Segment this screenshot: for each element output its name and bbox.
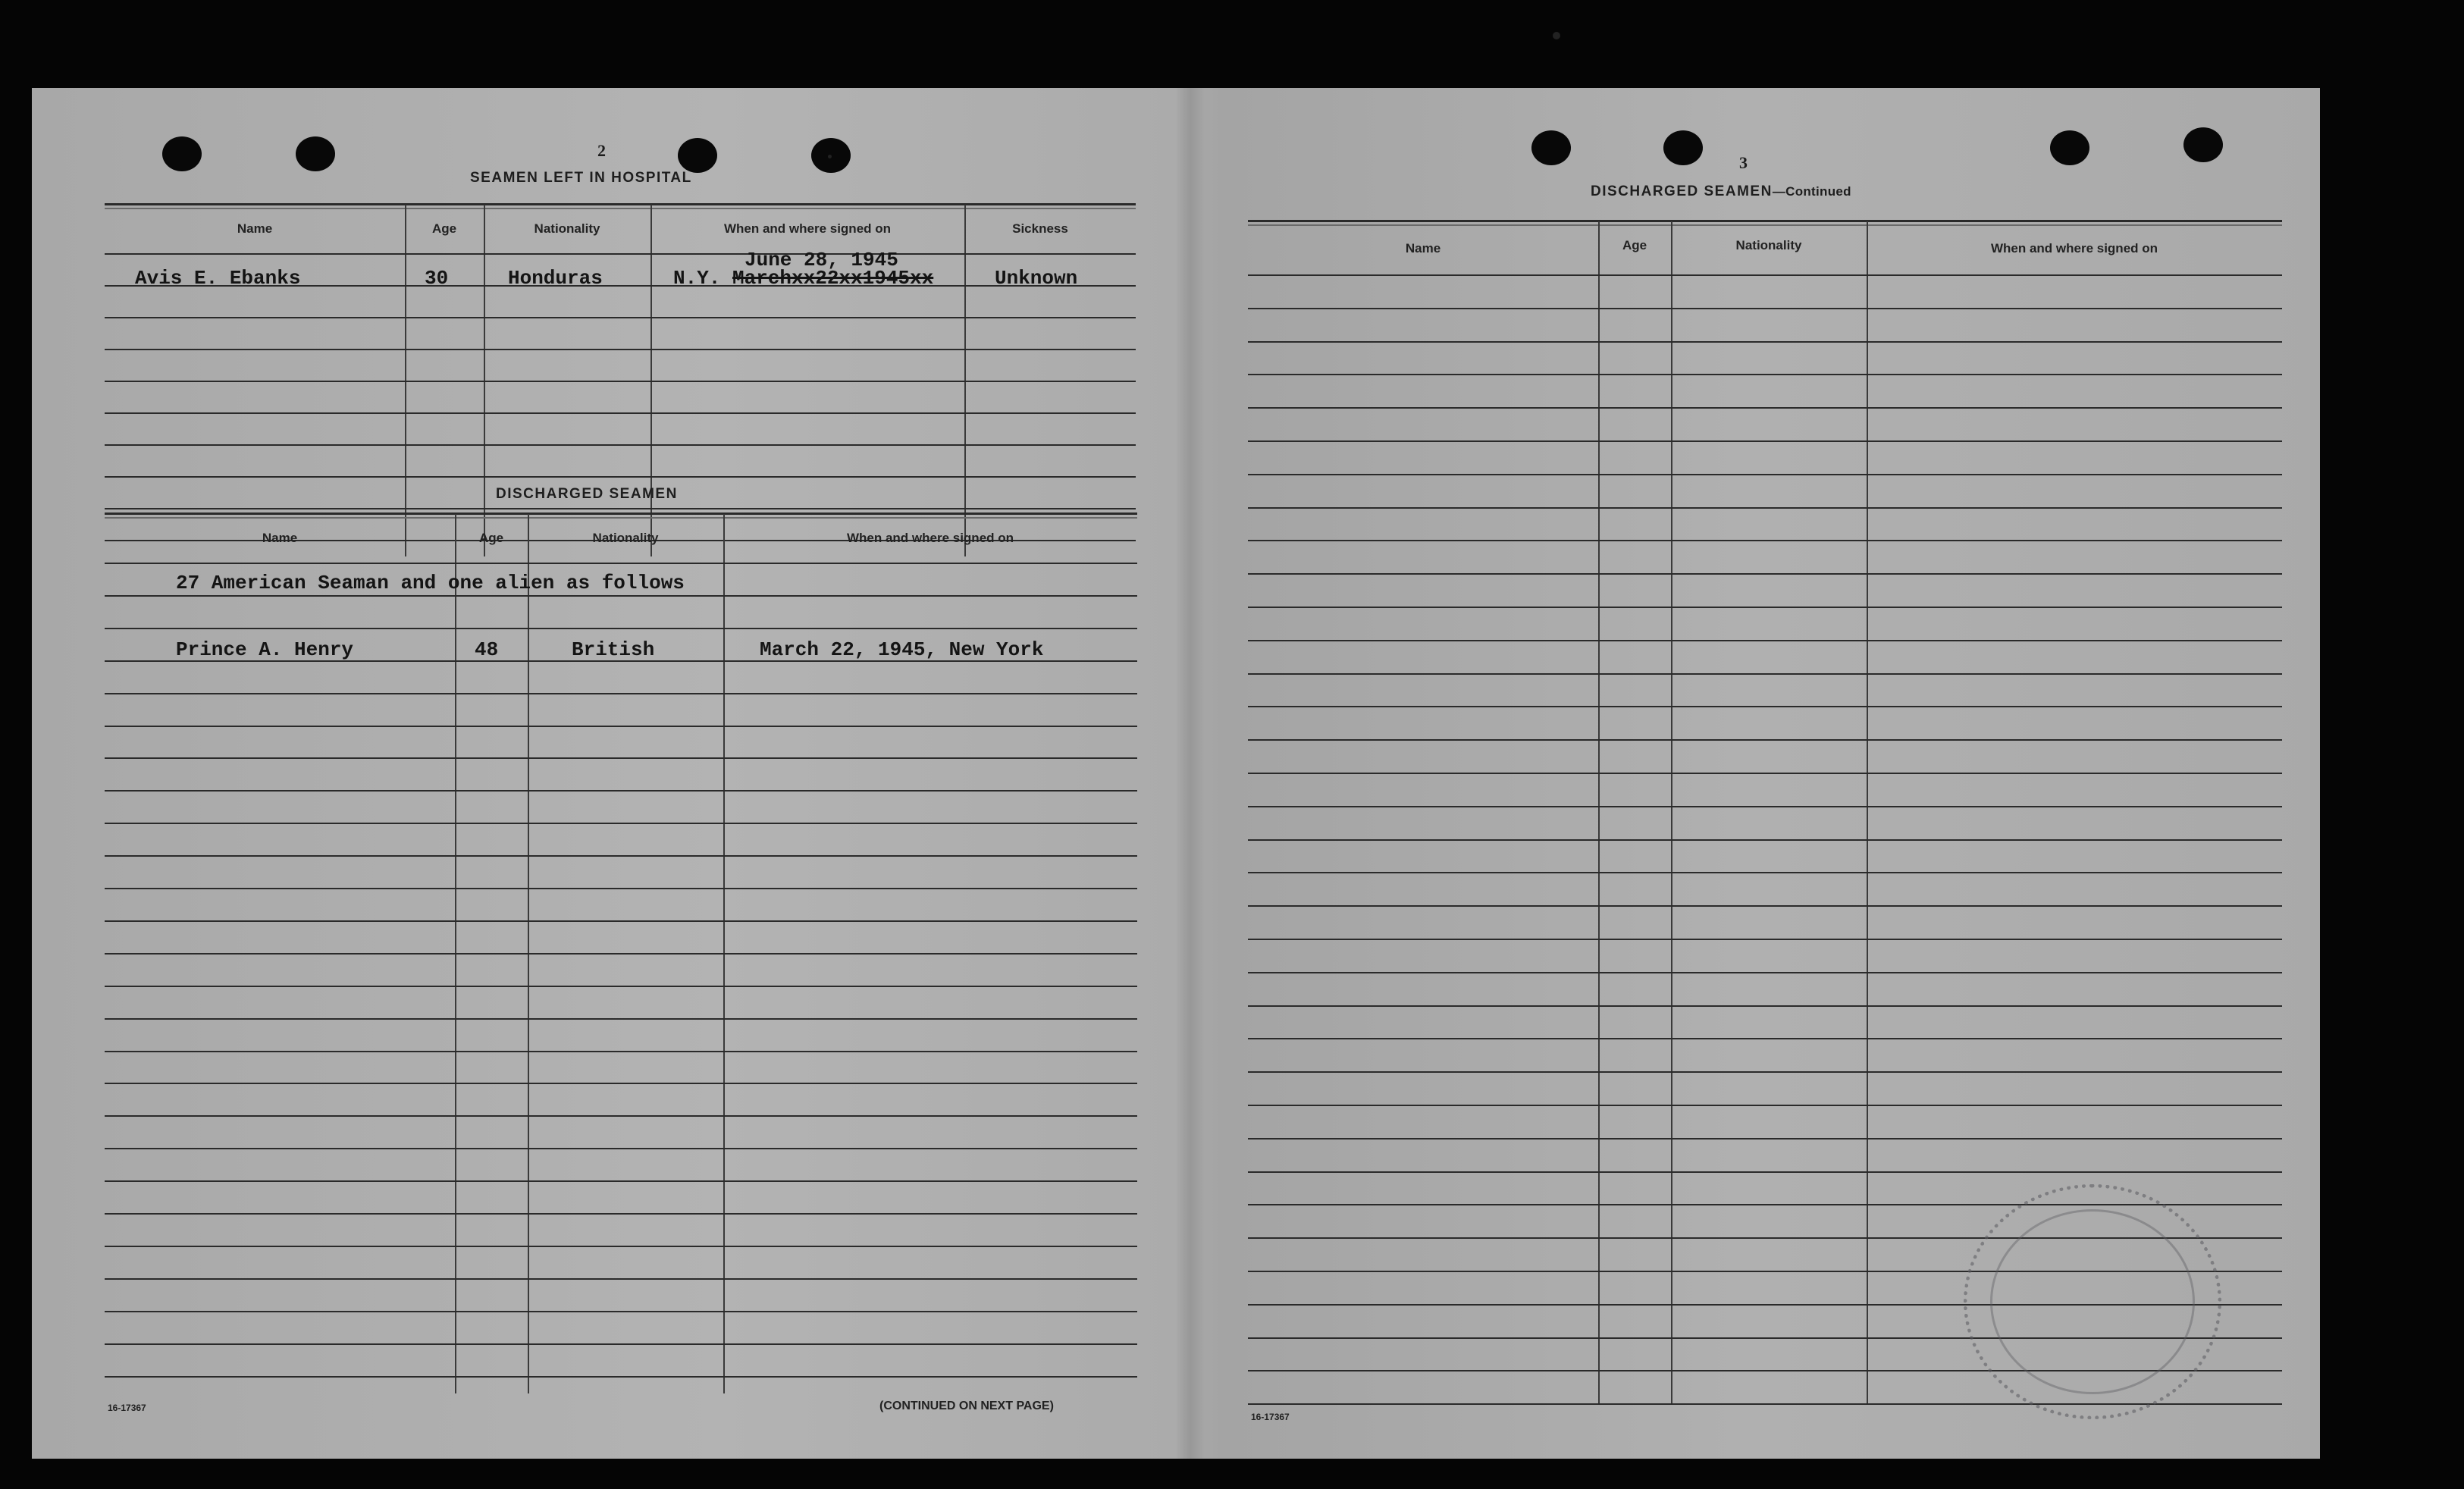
- ruled-line: [1248, 507, 2282, 509]
- discharged-row-name: Prince A. Henry: [176, 638, 354, 661]
- ruled-line: [105, 1018, 1137, 1020]
- ruled-line: [1248, 607, 2282, 608]
- ruled-line: [105, 1246, 1137, 1247]
- speck: [1553, 32, 1560, 39]
- ruled-line: [105, 381, 1136, 382]
- received-stamp: [1964, 1184, 2221, 1419]
- ruled-line: [105, 1115, 1137, 1117]
- ruled-line: [1248, 540, 2282, 541]
- document-sheet: [32, 88, 2320, 1459]
- ruled-line: [105, 1311, 1137, 1312]
- page-number-left: 2: [597, 141, 606, 160]
- discharged-note: 27 American Seaman and one alien as follows: [176, 572, 685, 594]
- ruled-line: [1248, 872, 2282, 873]
- ruled-line: [1248, 407, 2282, 409]
- hospital-header-age: Age: [431, 221, 457, 236]
- hospital-row-nationality: Honduras: [508, 267, 603, 290]
- right-header-age: Age: [1622, 238, 1647, 252]
- hospital-header-nationality: Nationality: [534, 221, 600, 236]
- page-fold: [1175, 88, 1205, 1459]
- hospital-row-struck-date: Marchxx22xx1945xx: [732, 267, 934, 290]
- ruled-line: [105, 253, 1136, 255]
- ruled-line: [105, 349, 1136, 350]
- ruled-line: [105, 1148, 1137, 1149]
- right-header-nationality: Nationality: [1735, 238, 1802, 252]
- ruled-line: [1248, 839, 2282, 841]
- ruled-line: [1248, 1071, 2282, 1073]
- hospital-header-sickness: Sickness: [1012, 221, 1068, 236]
- continued-footer: (CONTINUED ON NEXT PAGE): [879, 1400, 1054, 1412]
- ruled-line: [1248, 440, 2282, 442]
- discharged-row-nationality: British: [572, 638, 655, 661]
- ruled-line: [105, 1051, 1137, 1052]
- ruled-line: [1248, 1105, 2282, 1106]
- ruled-line: [1248, 806, 2282, 807]
- right-header-name: Name: [1405, 241, 1441, 255]
- discharged-header-nationality: Nationality: [592, 531, 659, 545]
- ruled-line: [105, 628, 1137, 629]
- ruled-line: [105, 726, 1137, 727]
- ruled-line: [1248, 308, 2282, 309]
- ruled-line: [1248, 573, 2282, 575]
- hospital-header-signed-on: When and where signed on: [723, 221, 892, 236]
- ruled-line: [105, 790, 1137, 792]
- ruled-line: [105, 757, 1137, 759]
- page-number-right: 3: [1739, 153, 1748, 172]
- ruled-line: [105, 693, 1137, 694]
- form-number-right: 16-17367: [1251, 1412, 1290, 1422]
- ruled-line: [105, 1213, 1137, 1215]
- discharged-section-title: DISCHARGED SEAMEN: [496, 486, 678, 502]
- punch-hole: [162, 136, 202, 171]
- ruled-line: [105, 823, 1137, 824]
- ruled-line: [105, 1180, 1137, 1182]
- ruled-line: [105, 986, 1137, 987]
- discharged-header-signed-on: When and where signed on: [846, 531, 1014, 545]
- discharged-row-age: 48: [475, 638, 499, 661]
- ruled-line: [105, 595, 1137, 597]
- hospital-header-name: Name: [237, 221, 273, 236]
- ruled-line: [1248, 1171, 2282, 1173]
- ruled-line: [105, 412, 1136, 414]
- right-section-title-suffix: —Continued: [1772, 184, 1851, 199]
- ruled-line: [1248, 1005, 2282, 1007]
- hospital-row-age: 30: [425, 267, 449, 290]
- discharged-header-age: Age: [478, 531, 504, 545]
- punch-hole: [2050, 130, 2089, 165]
- ruled-line: [1248, 706, 2282, 707]
- ruled-line: [105, 444, 1136, 446]
- ruled-line: [1248, 673, 2282, 675]
- ruled-line: [105, 1083, 1137, 1084]
- form-number-left: 16-17367: [108, 1403, 146, 1413]
- ruled-line: [105, 1278, 1137, 1280]
- discharged-header-name: Name: [262, 531, 298, 545]
- ruled-line: [1248, 939, 2282, 940]
- speck: [828, 155, 832, 158]
- ruled-line: [105, 508, 1136, 509]
- ruled-line: [105, 1376, 1137, 1378]
- hospital-row-name: Avis E. Ebanks: [135, 267, 301, 290]
- hospital-row-date-insert: June 28, 1945: [745, 249, 898, 271]
- ruled-line: [105, 317, 1136, 318]
- ruled-line: [1248, 374, 2282, 375]
- hospital-section-title: SEAMEN LEFT IN HOSPITAL: [470, 170, 692, 186]
- right-section-title-main: DISCHARGED SEAMEN: [1591, 183, 1773, 199]
- hospital-row-place: N.Y.: [673, 267, 721, 290]
- ruled-line: [1248, 474, 2282, 475]
- ruled-line: [1248, 1038, 2282, 1039]
- hospital-row-sickness: Unknown: [995, 267, 1078, 290]
- ruled-line: [1248, 640, 2282, 641]
- ruled-line: [105, 888, 1137, 889]
- ruled-line: [105, 953, 1137, 955]
- ruled-line: [1248, 1138, 2282, 1139]
- ruled-line: [1248, 972, 2282, 973]
- ruled-line: [105, 855, 1137, 857]
- ruled-line: [105, 563, 1137, 564]
- ruled-line: [1248, 773, 2282, 774]
- punch-hole: [1531, 130, 1571, 165]
- discharged-row-signed-on: March 22, 1945, New York: [760, 638, 1044, 661]
- punch-hole: [296, 136, 335, 171]
- punch-hole: [1663, 130, 1703, 165]
- ruled-line: [1248, 739, 2282, 741]
- ruled-line: [1248, 341, 2282, 343]
- ruled-line: [1248, 274, 2282, 276]
- right-header-signed-on: When and where signed on: [1990, 241, 2158, 255]
- right-section-title: [1591, 183, 1851, 200]
- ruled-line: [1248, 905, 2282, 907]
- ruled-line: [105, 920, 1137, 922]
- ruled-line: [105, 476, 1136, 478]
- ruled-line: [105, 1343, 1137, 1345]
- punch-hole: [678, 138, 717, 173]
- punch-hole: [2183, 127, 2223, 162]
